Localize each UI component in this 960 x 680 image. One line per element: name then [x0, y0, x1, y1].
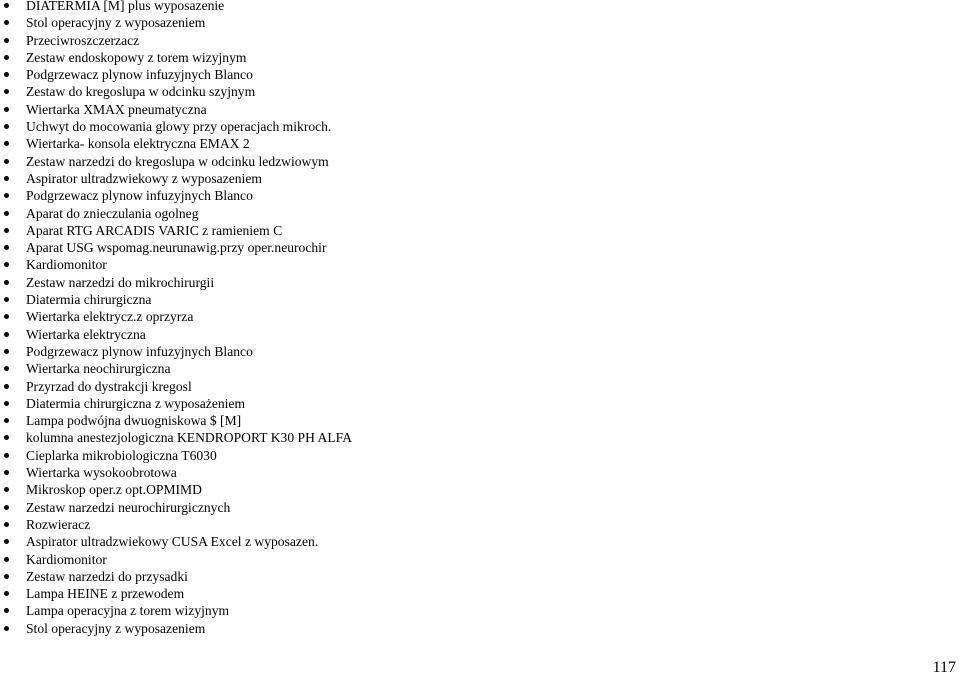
list-item — [0, 308, 940, 325]
bullet-icon — [4, 332, 9, 337]
list-item — [0, 360, 940, 377]
bullet-icon — [4, 228, 9, 233]
list-item — [0, 551, 940, 568]
list-item — [0, 447, 940, 464]
list-item-text: Mikroskop oper.z opt.OPMIMD — [26, 482, 202, 498]
list-item — [0, 620, 940, 637]
list-item-text: Aspirator ultradzwiekowy CUSA Excel z wyposazen. — [26, 534, 319, 550]
list-item-text: Aspirator ultradzwiekowy z wyposazeniem — [26, 170, 262, 186]
list-item-text: Stol operacyjny z wyposazeniem — [26, 15, 206, 31]
list-item-text: Kardiomonitor — [26, 551, 107, 567]
list-item-text: Aparat do znieczulania ogolneg — [26, 205, 199, 221]
list-item-text: Zestaw do kregoslupa w odcinku szyjnym — [26, 84, 256, 100]
list-item — [0, 291, 940, 308]
list-item-text: DIATERMIA [M] plus wyposazenie — [26, 0, 225, 13]
list-item-text: kolumna anestezjologiczna KENDROPORT K30 PH ALFA — [26, 430, 353, 446]
list-item-text: Diatermia chirurgiczna z wyposażeniem — [26, 395, 246, 411]
bullet-icon — [4, 435, 9, 440]
list-item — [0, 568, 940, 585]
page-number: 117 — [932, 659, 956, 676]
list-item-text: Przeciwroszczerzacz — [26, 32, 140, 48]
list-item-text: Wiertarka neochirurgiczna — [26, 361, 171, 377]
bullet-icon — [4, 470, 9, 475]
bullet-icon — [4, 176, 9, 181]
bullet-icon — [4, 349, 9, 354]
list-item — [0, 481, 940, 498]
list-item-text: Zestaw endoskopowy z torem wizyjnym — [26, 49, 247, 65]
list-item-text: Diatermia chirurgiczna — [26, 292, 152, 308]
bullet-icon — [4, 453, 9, 458]
bullet-icon — [4, 401, 9, 406]
list-item-text: Wiertarka elektrycz.z oprzyrza — [26, 309, 194, 325]
bullet-icon — [4, 557, 9, 562]
bullet-icon — [4, 72, 9, 77]
list-item-text: Zestaw narzedzi do kregoslupa w odcinku ledzwiowym — [26, 153, 329, 169]
bullet-icon — [4, 418, 9, 423]
list-item — [0, 66, 940, 83]
list-item — [0, 256, 940, 273]
list-item — [0, 378, 940, 395]
list-item-text: Aparat USG wspomag.neurunawig.przy oper.neurochir — [26, 240, 327, 256]
list-item-text: Rozwieracz — [26, 516, 91, 532]
bullet-icon — [4, 193, 9, 198]
bullet-icon — [4, 107, 9, 112]
list-item — [0, 602, 940, 619]
list-item-text: Uchwyt do mocowania glowy przy operacjach mikroch. — [26, 119, 332, 135]
list-item — [0, 170, 940, 187]
list-item-text: Lampa operacyjna z torem wizyjnym — [26, 603, 230, 619]
list-item-text: Wiertarka- konsola elektryczna EMAX 2 — [26, 136, 250, 152]
list-item — [0, 499, 940, 516]
bullet-icon — [4, 487, 9, 492]
bullet-icon — [4, 20, 9, 25]
bullet-icon — [4, 141, 9, 146]
list-item — [0, 516, 940, 533]
list-item — [0, 395, 940, 412]
list-item — [0, 14, 940, 31]
bullet-icon — [4, 211, 9, 216]
list-item — [0, 585, 940, 602]
bullet-icon — [4, 3, 9, 8]
list-item — [0, 187, 940, 204]
list-item — [0, 135, 940, 152]
bullet-icon — [4, 314, 9, 319]
list-item — [0, 222, 940, 239]
list-item — [0, 101, 940, 118]
list-item — [0, 464, 940, 481]
list-item — [0, 205, 940, 222]
list-item — [0, 32, 940, 49]
list-item — [0, 412, 940, 429]
list-item-text: Przyrzad do dystrakcji kregosl — [26, 378, 192, 394]
list-item — [0, 118, 940, 135]
bullet-icon — [4, 89, 9, 94]
bullet-icon — [4, 539, 9, 544]
bullet-icon — [4, 38, 9, 43]
list-item-text: Zestaw narzedzi do przysadki — [26, 568, 188, 584]
list-item — [0, 49, 940, 66]
bullet-icon — [4, 55, 9, 60]
bullet-icon — [4, 159, 9, 164]
list-item — [0, 0, 940, 14]
bullet-icon — [4, 626, 9, 631]
bullet-icon — [4, 262, 9, 267]
list-item — [0, 326, 940, 343]
bullet-icon — [4, 297, 9, 302]
list-item-text: Podgrzewacz plynow infuzyjnych Blanco — [26, 343, 253, 359]
bullet-icon — [4, 608, 9, 613]
bullet-icon — [4, 574, 9, 579]
list-item — [0, 343, 940, 360]
list-item — [0, 274, 940, 291]
list-item — [0, 83, 940, 100]
list-item-text: Wiertarka XMAX pneumatyczna — [26, 101, 207, 117]
list-item-text: Wiertarka wysokoobrotowa — [26, 465, 177, 481]
list-item-text: Zestaw narzedzi neurochirurgicznych — [26, 499, 231, 515]
list-item-text: Cieplarka mikrobiologiczna T6030 — [26, 447, 217, 463]
list-item-text: Stol operacyjny z wyposazeniem — [26, 620, 206, 636]
bullet-icon — [4, 591, 9, 596]
bullet-icon — [4, 245, 9, 250]
list-item — [0, 429, 940, 446]
list-item-text: Aparat RTG ARCADIS VARIC z ramieniem C — [26, 222, 283, 238]
bullet-icon — [4, 384, 9, 389]
bullet-icon — [4, 124, 9, 129]
bullet-icon — [4, 505, 9, 510]
bullet-icon — [4, 366, 9, 371]
list-item — [0, 153, 940, 170]
list-item — [0, 239, 940, 256]
list-item-text: Wiertarka elektryczna — [26, 326, 146, 342]
bullet-icon — [4, 522, 9, 527]
bullet-icon — [4, 280, 9, 285]
list-item-text: Zestaw narzedzi do mikrochirurgii — [26, 274, 215, 290]
list-item-text: Podgrzewacz plynow infuzyjnych Blanco — [26, 67, 253, 83]
list-item-text: Kardiomonitor — [26, 257, 107, 273]
list-item — [0, 533, 940, 550]
list-item-text: Lampa HEINE z przewodem — [26, 586, 185, 602]
list-item-text: Lampa podwójna dwuogniskowa $ [M] — [26, 413, 242, 429]
list-item-text: Podgrzewacz plynow infuzyjnych Blanco — [26, 188, 253, 204]
